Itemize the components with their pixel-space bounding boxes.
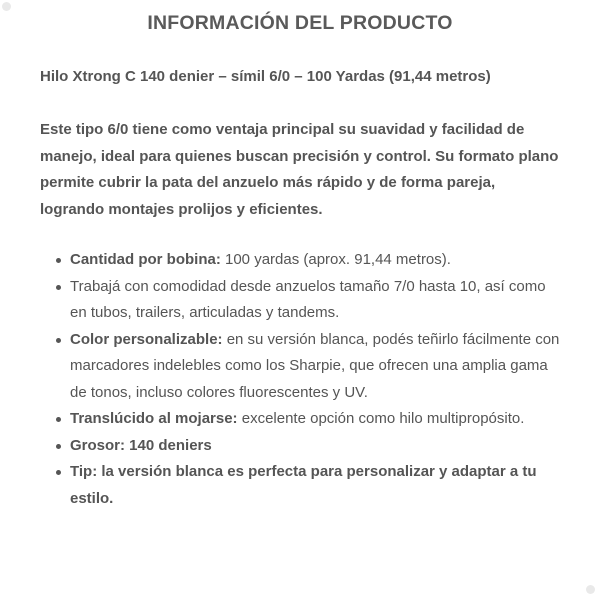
feature-text: en su versión blanca, podés teñirlo fácilmente con marcadores indelebles como los Sharpie, que ofrecen una amplia gama de tonos, incluso colores fluorescentes y UV. <box>70 330 560 401</box>
section-heading: INFORMACIÓN DEL PRODUCTO <box>147 12 453 34</box>
list-item <box>70 459 560 512</box>
list-item <box>70 433 560 460</box>
list-item <box>70 327 560 407</box>
feature-text: Trabajá con comodidad desde anzuelos tamaño 7/0 hasta 10, así como en tubos, trailers, articuladas y tandems. <box>70 277 546 321</box>
list-item <box>70 406 560 433</box>
feature-label: Tip: la versión blanca es perfecta para personalizar y adaptar a tu estilo. <box>70 463 537 507</box>
product-name: Hilo Xtrong C 140 denier – símil 6/0 – 100 Yardas (91,44 metros) <box>40 68 491 85</box>
feature-list <box>40 247 560 512</box>
list-item <box>70 247 560 274</box>
list-item <box>70 274 560 327</box>
feature-label: Color personalizable: <box>70 330 223 348</box>
feature-label: Translúcido al mojarse: <box>70 410 238 427</box>
feature-label: Cantidad por bobina: <box>70 251 221 268</box>
product-info-section <box>40 0 560 512</box>
feature-label: Grosor: 140 deniers <box>70 436 212 454</box>
corner-dot-decoration <box>586 585 595 594</box>
product-intro: Este tipo 6/0 tiene como ventaja principal su suavidad y facilidad de manejo, ideal para quienes buscan precisión y control. Su formato plano permite cubrir la pata del anzuelo más rápido y de forma pareja, logrando montajes prolijos y eficientes. <box>40 121 559 218</box>
corner-dot-decoration <box>2 2 11 11</box>
feature-text: 100 yardas (aprox. 91,44 metros). <box>220 251 451 268</box>
feature-text: excelente opción como hilo multipropósito. <box>237 410 525 427</box>
